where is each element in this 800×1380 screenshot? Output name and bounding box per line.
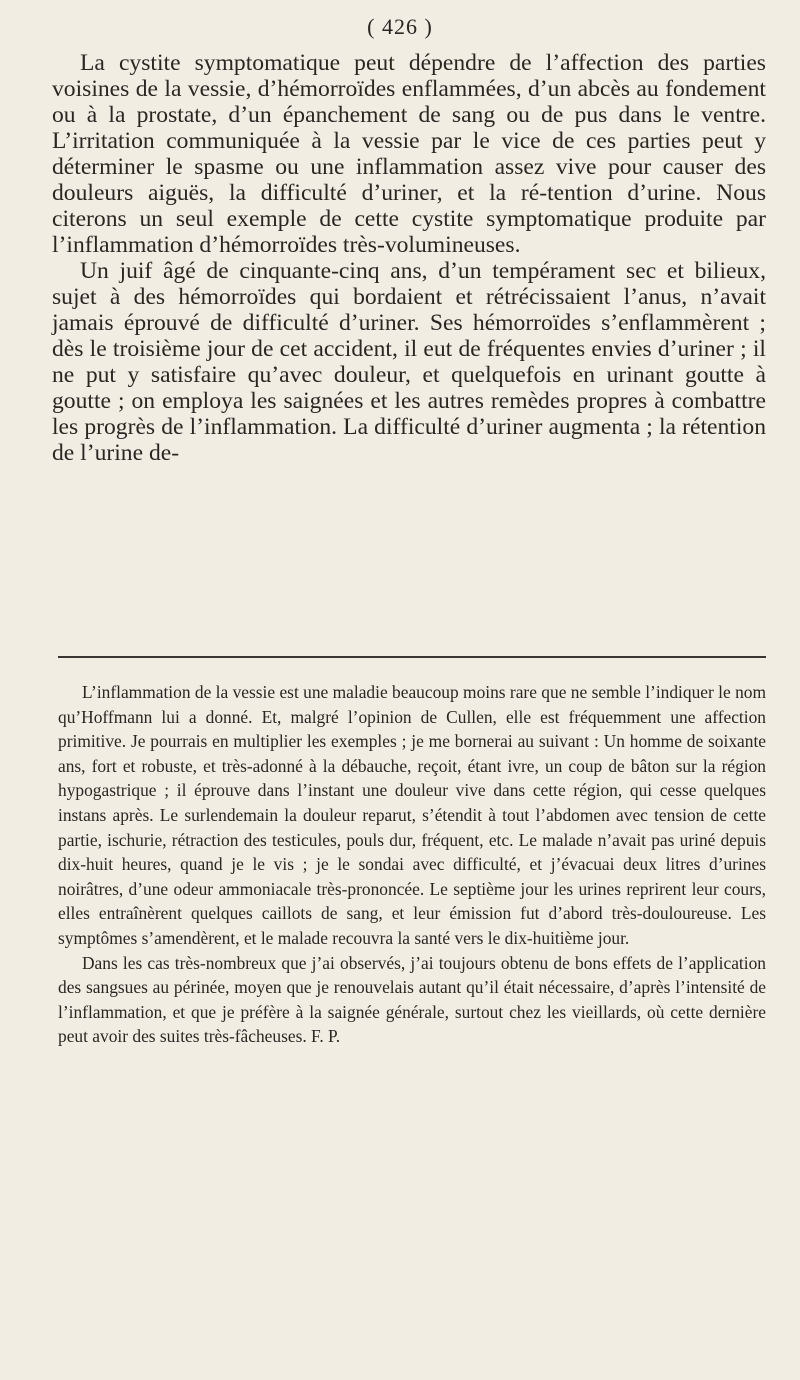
main-paragraph-1: La cystite symptomatique peut dépendre de l’affection des parties voisines de la vessie, d’hémorroïdes enflammées, d’un abcès au fondement ou à la prostate, d’un épanchement de sang ou de pus dans le ventre. L’irritation communiquée à la vessie par le vice de ces parties peut y déterminer le spasme ou une inflammation assez vive pour causer des douleurs aiguës, la difficulté d’uriner, et la ré-tention d’urine. Nous citerons un seul exemple de cette cystite symptomatique produite par l’inflammation d’hémorroïdes très-volumineuses. <box>52 50 766 258</box>
footnote <box>58 680 766 1049</box>
footnote-paragraph-1: L’inflammation de la vessie est une maladie beaucoup moins rare que ne semble l’indiquer le nom qu’Hoffmann lui a donné. Et, malgré l’opinion de Cullen, elle est fréquemment une affection primitive. Je pourrais en multiplier les exemples ; je me bornerai au suivant : Un homme de soixante ans, fort et robuste, et très-adonné à la débauche, reçoit, étant ivre, un coup de bâton sur la région hypogastrique ; il éprouve dans l’instant une douleur vive dans cette région, qui cesse quelques instans après. Le surlendemain la douleur reparut, s’étendit à tout l’abdomen avec tension de cette partie, ischurie, rétraction des testicules, pouls dur, fréquent, etc. Le malade n’avait pas uriné depuis dix-huit heures, quand je le vis ; je le sondai avec difficulté, et j’évacuai deux litres d’urines noirâtres, d’une odeur ammoniacale très-prononcée. Le septième jour les urines reprirent leur cours, elles entraînèrent quelques caillots de sang, et leur émission fut d’abord très-douloureuse. Les symptômes s’amendèrent, et le malade recouvra la santé vers le dix-huitième jour. <box>58 682 766 948</box>
main-text <box>52 50 766 466</box>
page-number: ( 426 ) <box>367 14 433 39</box>
footnote-paragraph-2: Dans les cas très-nombreux que j’ai observés, j’ai toujours obtenu de bons effets de l’application des sangsues au périnée, moyen que je renouvelais autant qu’il était nécessaire, d’après l’intensité de l’inflammation, et que je préfère à la saignée générale, surtout chez les vieillards, où cette dernière peut avoir des suites très-fâcheuses. F. P. <box>58 952 766 1047</box>
main-paragraph-2: Un juif âgé de cinquante-cinq ans, d’un tempérament sec et bilieux, sujet à des hémorroïdes qui bordaient et rétrécissaient l’anus, n’avait jamais éprouvé de difficulté d’uriner. Ses hémorroïdes s’enflammèrent ; dès le troisième jour de cet accident, il eut de fréquentes envies d’uriner ; il ne put y satisfaire qu’avec douleur, et quelquefois en urinant goutte à goutte ; on employa les saignées et les autres remèdes propres à combattre les progrès de l’inflammation. La difficulté d’uriner augmenta ; la rétention de l’urine de- <box>52 258 766 466</box>
footnote-divider <box>58 656 766 658</box>
